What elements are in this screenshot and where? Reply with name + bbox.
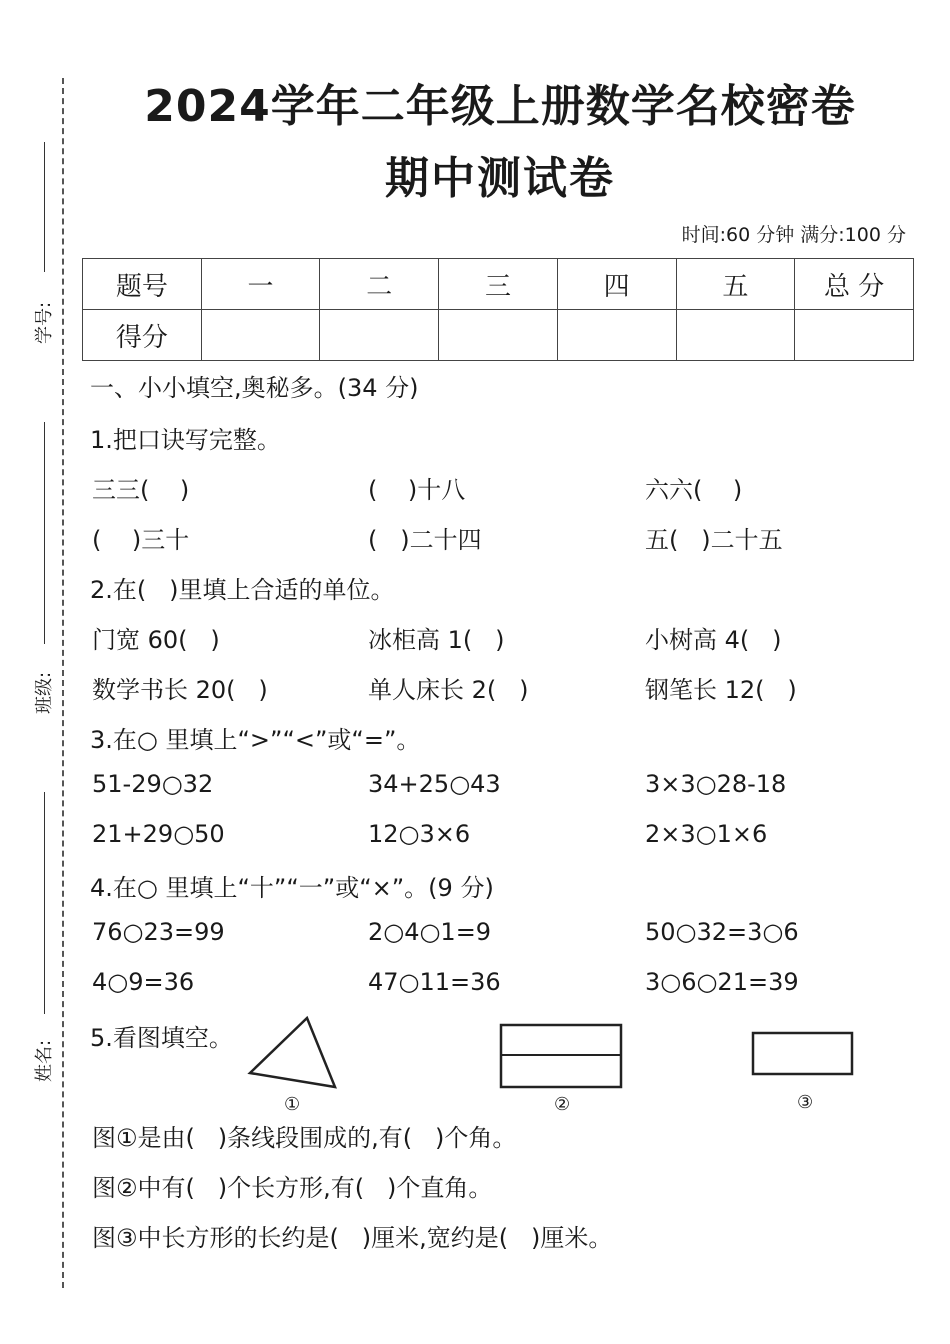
figure-2-label: ② [554, 1094, 571, 1115]
q2-item: 钢笔长 12( ) [645, 676, 797, 704]
q2-item: 单人床长 2( ) [368, 676, 529, 704]
q3-item: 51-29○32 [92, 770, 214, 798]
q4-item: 47○11=36 [368, 968, 501, 996]
figure-1-triangle [245, 1015, 340, 1093]
score-header-cell: 一 [201, 259, 320, 310]
q5-prompt: 5.看图填空。 [90, 1024, 233, 1052]
score-header-cell: 三 [439, 259, 558, 310]
q3-item: 12○3×6 [368, 820, 471, 848]
q1-item: ( )三十 [92, 526, 190, 554]
score-cell[interactable] [795, 310, 914, 361]
score-cell[interactable] [320, 310, 439, 361]
class-writing-line [44, 422, 45, 644]
q4-item: 50○32=3○6 [645, 918, 799, 946]
q4-prompt: 4.在○ 里填上“十”“一”或“×”。(9 分) [90, 874, 494, 902]
class-label: 班级: [34, 671, 56, 715]
name-writing-line [44, 792, 45, 1014]
score-cell[interactable] [557, 310, 676, 361]
q4-item: 3○6○21=39 [645, 968, 799, 996]
score-table [82, 258, 914, 361]
score-cell[interactable] [201, 310, 320, 361]
q3-item: 3×3○28-18 [645, 770, 787, 798]
score-row-label: 得分 [83, 310, 202, 361]
q5-line-3: 图③中长方形的长约是( )厘米,宽约是( )厘米。 [92, 1224, 613, 1252]
time-info: 时间:60 分钟 满分:100 分 [681, 224, 906, 246]
score-header-cell: 四 [557, 259, 676, 310]
score-table-header-row [83, 259, 914, 310]
score-table-score-row [83, 310, 914, 361]
page-title: 2024学年二年级上册数学名校密卷 [144, 81, 856, 132]
q2-prompt: 2.在( )里填上合适的单位。 [90, 576, 395, 604]
q1-item: ( )十八 [368, 476, 466, 504]
q1-item: ( )二十四 [368, 526, 482, 554]
score-header-cell: 二 [320, 259, 439, 310]
score-header-cell: 五 [676, 259, 795, 310]
score-cell[interactable] [439, 310, 558, 361]
q3-prompt: 3.在○ 里填上“>”“<”或“=”。 [90, 726, 421, 754]
figure-2-rectangle [498, 1022, 626, 1092]
score-header-cell: 题号 [83, 259, 202, 310]
page-subtitle: 期中测试卷 [385, 153, 615, 204]
q3-item: 34+25○43 [368, 770, 501, 798]
q4-item: 2○4○1=9 [368, 918, 492, 946]
q5-line-2: 图②中有( )个长方形,有( )个直角。 [92, 1174, 493, 1202]
figure-3-rectangle [750, 1030, 856, 1078]
q2-item: 小树高 4( ) [645, 626, 782, 654]
q3-item: 2×3○1×6 [645, 820, 768, 848]
name-label: 姓名: [34, 1039, 56, 1083]
q2-item: 冰柜高 1( ) [368, 626, 505, 654]
q5-line-1: 图①是由( )条线段围成的,有( )个角。 [92, 1124, 517, 1152]
binding-dashed-line [62, 78, 64, 1288]
q4-item: 76○23=99 [92, 918, 225, 946]
score-header-cell: 总 分 [795, 259, 914, 310]
student-id-label: 学号: [34, 301, 56, 345]
q2-item: 门宽 60( ) [92, 626, 220, 654]
q1-item: 六六( ) [645, 476, 743, 504]
figure-3-label: ③ [797, 1092, 814, 1113]
q1-item: 三三( ) [92, 476, 190, 504]
q2-item: 数学书长 20( ) [92, 676, 268, 704]
q1-prompt: 1.把口诀写完整。 [90, 426, 281, 454]
score-cell[interactable] [676, 310, 795, 361]
figure-1-label: ① [284, 1094, 301, 1115]
q3-item: 21+29○50 [92, 820, 225, 848]
q4-item: 4○9=36 [92, 968, 195, 996]
q1-item: 五( )二十五 [645, 526, 783, 554]
section1-heading: 一、小小填空,奥秘多。(34 分) [90, 374, 419, 402]
